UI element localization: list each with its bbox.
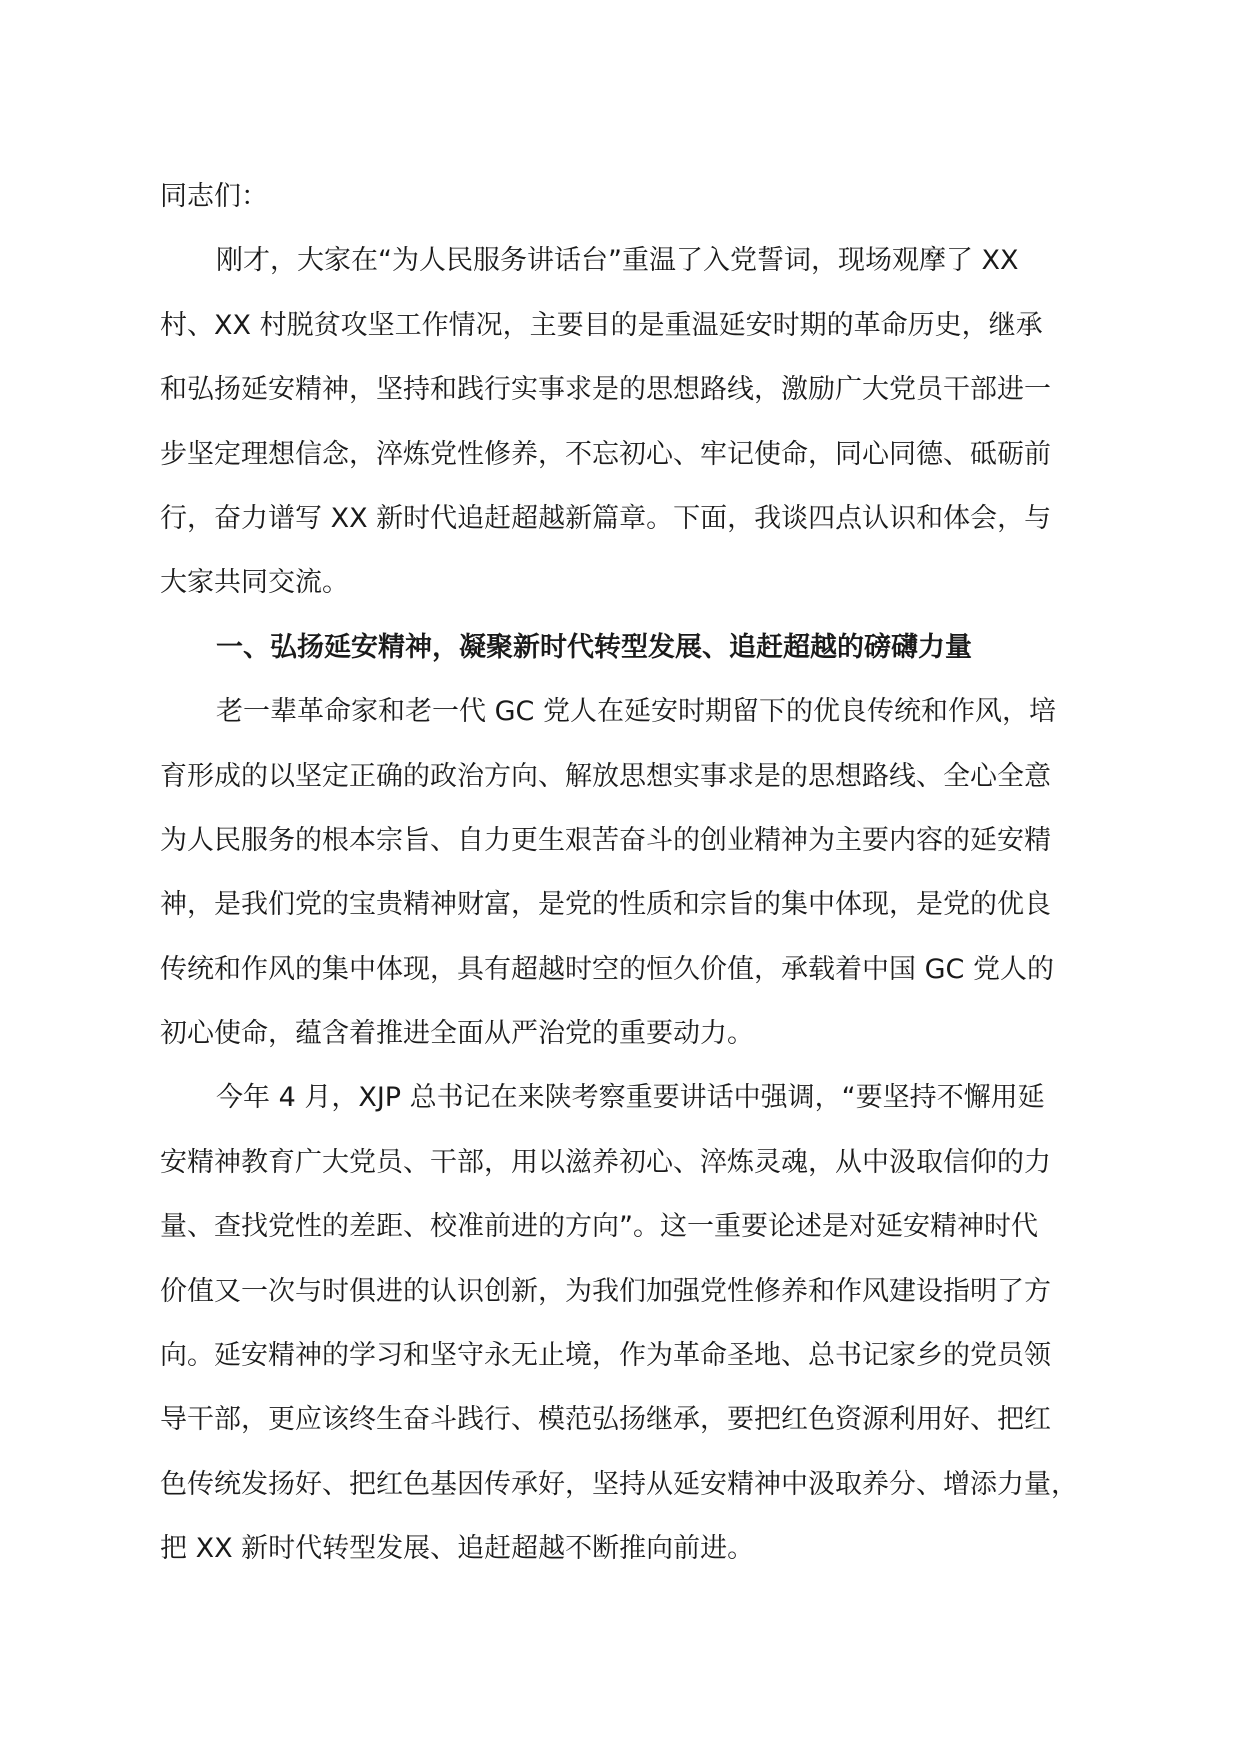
paragraph-line: 神，是我们党的宝贵精神财富，是党的性质和宗旨的集中体现，是党的优良 xyxy=(160,889,1051,921)
paragraph-line: 大家共同交流。 xyxy=(160,567,349,599)
paragraph-line: 导干部，更应该终生奋斗践行、模范弘扬继承，要把红色资源利用好、把红 xyxy=(160,1404,1051,1436)
section-heading: 一、弘扬延安精神，凝聚新时代转型发展、追赶超越的磅礴力量 xyxy=(216,631,972,663)
salutation: 同志们： xyxy=(160,181,268,212)
paragraph-line: 为人民服务的根本宗旨、自力更生艰苦奋斗的创业精神为主要内容的延安精 xyxy=(160,824,1051,856)
paragraph-line: 传统和作风的集中体现，具有超越时空的恒久价值，承载着中国 GC 党人的 xyxy=(160,953,1054,985)
paragraph-line: 老一辈革命家和老一代 GC 党人在延安时期留下的优良传统和作风，培 xyxy=(216,696,1056,728)
paragraph-intro xyxy=(160,229,1095,615)
paragraph-line: 安精神教育广大党员、干部，用以滋养初心、淬炼灵魂，从中汲取信仰的力 xyxy=(160,1146,1051,1178)
paragraph-line: 刚才，大家在“为人民服务讲话台”重温了入党誓词，现场观摩了 XX xyxy=(216,245,1019,277)
paragraph-line: 育形成的以坚定正确的政治方向、解放思想实事求是的思想路线、全心全意 xyxy=(160,760,1051,792)
paragraph-line: 今年 4 月，XJP 总书记在来陕考察重要讲话中强调，“要坚持不懈用延 xyxy=(216,1082,1045,1114)
paragraph-line: 村、XX 村脱贫攻坚工作情况，主要目的是重温延安时期的革命历史，继承 xyxy=(160,309,1043,341)
paragraph-line: 把 XX 新时代转型发展、追赶超越不断推向前进。 xyxy=(160,1533,755,1565)
paragraph-yanan-spirit xyxy=(160,680,1095,1066)
paragraph-line: 色传统发扬好、把红色基因传承好，坚持从延安精神中汲取养分、增添力量， xyxy=(160,1468,1078,1500)
paragraph-line: 行，奋力谱写 XX 新时代追赶超越新篇章。下面，我谈四点认识和体会，与 xyxy=(160,502,1052,534)
paragraph-line: 步坚定理想信念，淬炼党性修养，不忘初心、牢记使命，同心同德、砥砺前 xyxy=(160,438,1051,470)
paragraph-speech-quote xyxy=(160,1066,1095,1581)
document-page xyxy=(160,165,1095,1582)
paragraph-line: 价值又一次与时俱进的认识创新，为我们加强党性修养和作风建设指明了方 xyxy=(160,1275,1051,1307)
paragraph-line: 初心使命，蕴含着推进全面从严治党的重要动力。 xyxy=(160,1018,754,1050)
paragraph-line: 量、查找党性的差距、校准前进的方向”。这一重要论述是对延安精神时代 xyxy=(160,1211,1038,1243)
paragraph-line: 和弘扬延安精神，坚持和践行实事求是的思想路线，激励广大党员干部进一 xyxy=(160,374,1051,406)
paragraph-line: 向。延安精神的学习和坚守永无止境，作为革命圣地、总书记家乡的党员领 xyxy=(160,1340,1051,1372)
